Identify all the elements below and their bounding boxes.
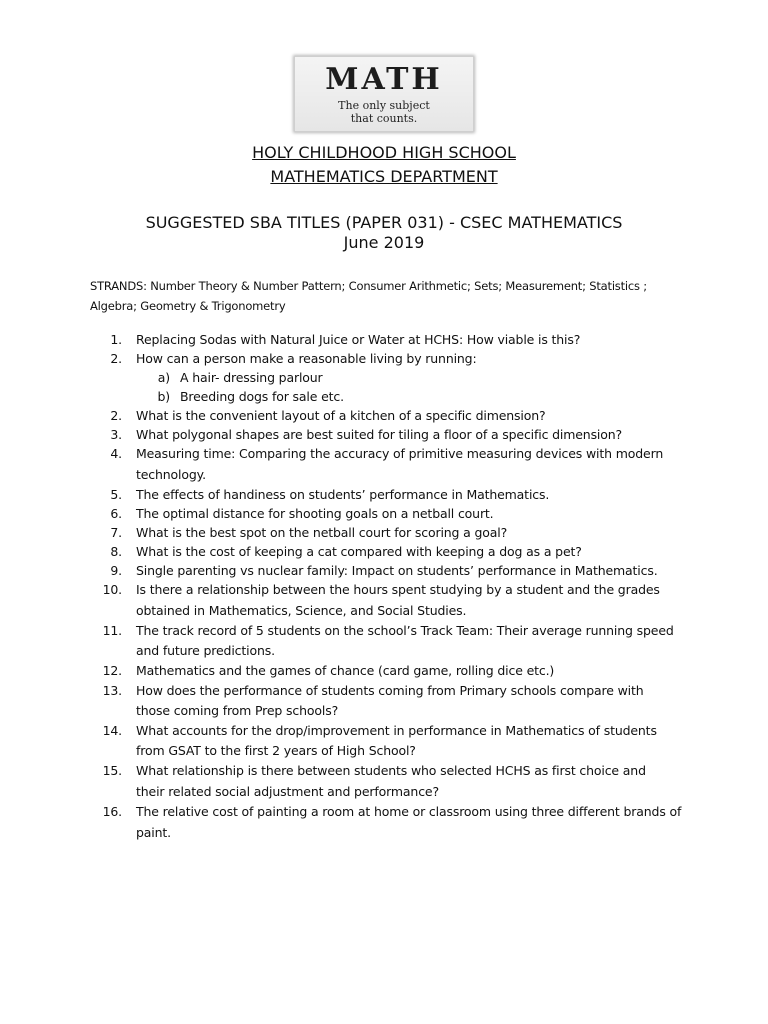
logo-tagline-line-2: that counts. bbox=[350, 112, 418, 125]
math-logo bbox=[294, 56, 474, 132]
list-item bbox=[0, 621, 768, 641]
list-text: How does the performance of students coming from Primary schools compare with bbox=[136, 683, 644, 698]
list-item bbox=[0, 580, 768, 600]
list-text: their related social adjustment and performance? bbox=[136, 784, 439, 799]
list-subitem bbox=[0, 387, 768, 407]
list-item bbox=[0, 661, 768, 681]
department-name: MATHEMATICS DEPARTMENT bbox=[270, 167, 498, 186]
list-text: What relationship is there between students who selected HCHS as first choice and bbox=[136, 763, 646, 778]
list-item-continuation bbox=[0, 465, 768, 485]
list-text: What accounts for the drop/improvement in performance in Mathematics of students bbox=[136, 723, 657, 738]
list-item bbox=[0, 761, 768, 781]
list-text: The optimal distance for shooting goals on a netball court. bbox=[136, 506, 494, 521]
list-text: Measuring time: Comparing the accuracy of primitive measuring devices with modern bbox=[136, 446, 664, 461]
list-text: What polygonal shapes are best suited for tiling a floor of a specific dimension? bbox=[136, 427, 623, 442]
list-text: and future predictions. bbox=[136, 643, 275, 658]
list-text: A hair- dressing parlour bbox=[180, 370, 323, 385]
list-text: The track record of 5 students on the school’s Track Team: Their average running speed bbox=[136, 623, 674, 638]
list-number: 10. bbox=[102, 582, 122, 597]
strands-line-1: STRANDS: Number Theory & Number Pattern; Consumer Arithmetic; Sets; Measurement; Statistics ; bbox=[90, 279, 647, 293]
list-text: Replacing Sodas with Natural Juice or Water at HCHS: How viable is this? bbox=[136, 332, 581, 347]
list-item-continuation bbox=[0, 782, 768, 802]
list-item bbox=[0, 425, 768, 445]
list-number: 12. bbox=[102, 663, 122, 678]
list-item-continuation bbox=[0, 601, 768, 621]
list-item bbox=[0, 504, 768, 524]
list-text: The effects of handiness on students’ performance in Mathematics. bbox=[136, 487, 550, 502]
list-item bbox=[0, 542, 768, 562]
list-text: What is the convenient layout of a kitchen of a specific dimension? bbox=[136, 408, 546, 423]
list-item bbox=[0, 523, 768, 543]
list-item bbox=[0, 485, 768, 505]
list-item bbox=[0, 561, 768, 581]
logo-tagline bbox=[295, 99, 473, 125]
list-number: 5. bbox=[110, 487, 122, 502]
list-text: The relative cost of painting a room at home or classroom using three different brands of bbox=[136, 804, 682, 819]
list-number: 7. bbox=[110, 525, 122, 540]
strands-paragraph bbox=[90, 276, 680, 316]
strands-line-2: Algebra; Geometry & Trigonometry bbox=[90, 299, 286, 313]
document-date: June 2019 bbox=[343, 233, 425, 252]
list-text: technology. bbox=[136, 467, 206, 482]
list-number: 11. bbox=[102, 623, 122, 638]
list-number: 15. bbox=[102, 763, 122, 778]
list-number: 13. bbox=[102, 683, 122, 698]
list-item-continuation bbox=[0, 823, 768, 843]
list-number: 1. bbox=[110, 332, 122, 347]
list-letter: b) bbox=[157, 389, 170, 404]
list-text: obtained in Mathematics, Science, and Social Studies. bbox=[136, 603, 467, 618]
list-item bbox=[0, 721, 768, 741]
list-text: paint. bbox=[136, 825, 171, 840]
list-number: 2. bbox=[110, 408, 122, 423]
logo-word: MATH bbox=[325, 62, 443, 97]
list-number: 3. bbox=[110, 427, 122, 442]
list-number: 8. bbox=[110, 544, 122, 559]
list-text: What is the best spot on the netball court for scoring a goal? bbox=[136, 525, 508, 540]
list-number: 2. bbox=[110, 351, 122, 366]
list-text: from GSAT to the first 2 years of High School? bbox=[136, 743, 416, 758]
list-subitem bbox=[0, 368, 768, 388]
list-letter: a) bbox=[157, 370, 170, 385]
list-text: those coming from Prep schools? bbox=[136, 703, 339, 718]
list-number: 4. bbox=[110, 446, 122, 461]
list-number: 6. bbox=[110, 506, 122, 521]
list-item bbox=[0, 802, 768, 822]
list-item-continuation bbox=[0, 641, 768, 661]
list-item bbox=[0, 330, 768, 350]
list-item bbox=[0, 406, 768, 426]
document-title: SUGGESTED SBA TITLES (PAPER 031) - CSEC MATHEMATICS bbox=[145, 213, 623, 232]
logo-tagline-line-1: The only subject bbox=[338, 99, 430, 112]
list-item-continuation bbox=[0, 701, 768, 721]
list-text: What is the cost of keeping a cat compared with keeping a dog as a pet? bbox=[136, 544, 582, 559]
list-text: Breeding dogs for sale etc. bbox=[180, 389, 344, 404]
list-text: Single parenting vs nuclear family: Impact on students’ performance in Mathematics. bbox=[136, 563, 658, 578]
list-item bbox=[0, 349, 768, 369]
list-item bbox=[0, 444, 768, 464]
school-name: HOLY CHILDHOOD HIGH SCHOOL bbox=[252, 143, 516, 162]
list-number: 9. bbox=[110, 563, 122, 578]
list-number: 14. bbox=[102, 723, 122, 738]
list-text: Mathematics and the games of chance (card game, rolling dice etc.) bbox=[136, 663, 555, 678]
list-text: How can a person make a reasonable living by running: bbox=[136, 351, 477, 366]
list-number: 16. bbox=[102, 804, 122, 819]
list-text: Is there a relationship between the hours spent studying by a student and the grades bbox=[136, 582, 660, 597]
list-item bbox=[0, 681, 768, 701]
list-item-continuation bbox=[0, 741, 768, 761]
